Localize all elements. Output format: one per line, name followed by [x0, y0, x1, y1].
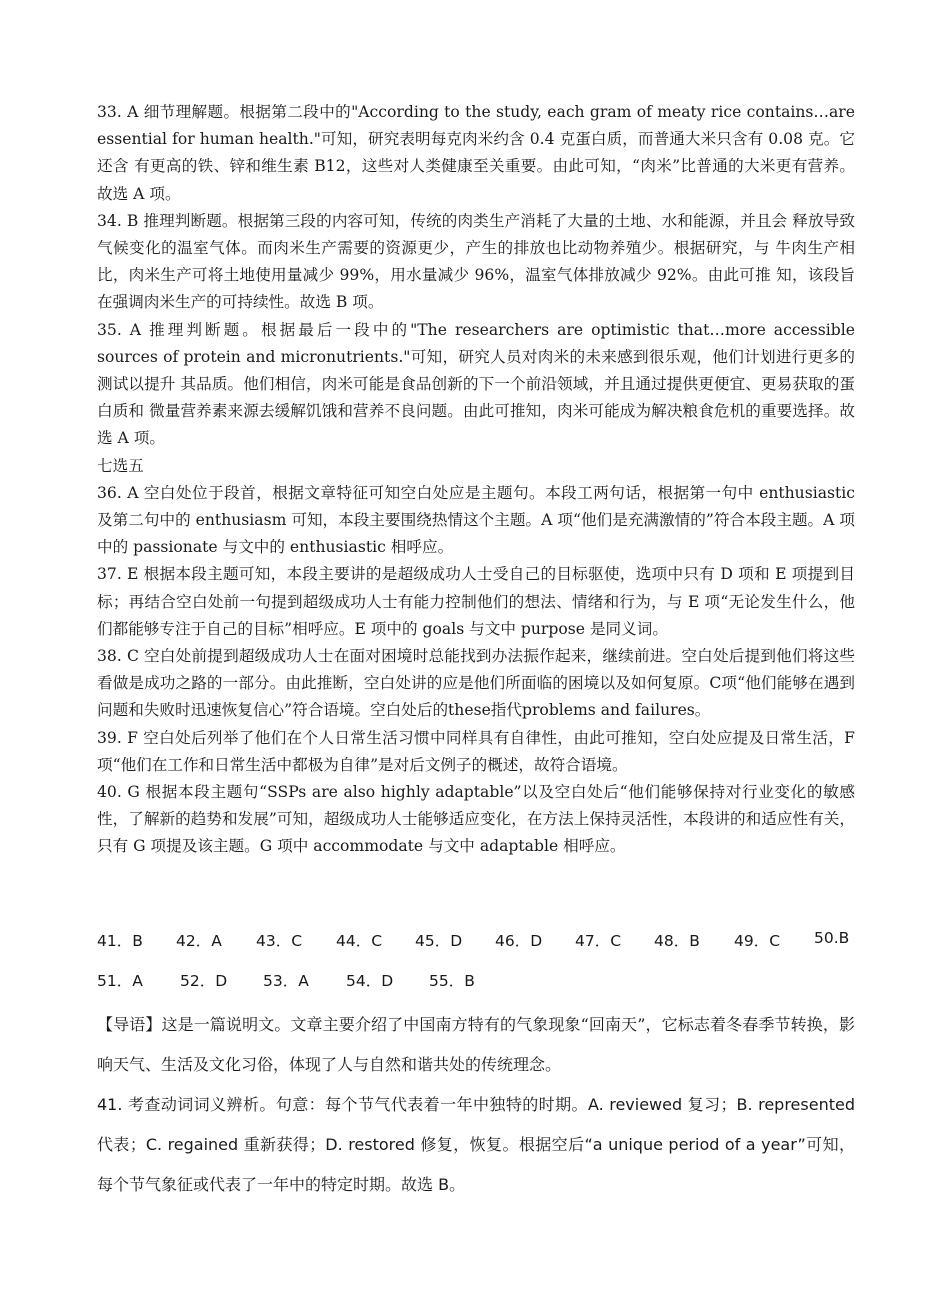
- answer-48: 48．B: [654, 932, 700, 950]
- explanation-38: 38. C 空白处前提到超级成功人士在面对困境时总能找到办法振作起来，继续前进。空白处后提到他们将这些看做是成功之路的一部分。由此推断，空白处讲的应是他们所面临的困境以及如何复原。C项“他们能够在遇到问题和失败时迅速恢复信心”符合语境。空白处后的these指代problems and failures。: [97, 647, 855, 720]
- answer-46: 46．D: [495, 932, 543, 950]
- explanation-40: 40. G 根据本段主题句“SSPs are also highly adaptable”以及空白处后“他们能够保持对行业变化的敏感性，了解新的趋势和发展”可知，超级成功人士能够适应变化，在方法上保持灵活性，本段讲的和适应性有关，只有 G 项提及该主题。G 项中 accommodate 与文中 adaptable 相呼应。: [97, 783, 855, 856]
- explanation-35: 35. A 推理判断题。根据最后一段中的"The researchers are optimistic that…more accessible sources of protein and micronutrients."可知，研究人员对肉米的未来感到很乐观，他们计划进行更多的测试以提升 其品质。他们相信，肉米可能是食品创新的下一个前沿领域，并且通过提供更便宜、更易获取的蛋白质和 微量营养素来源去缓解饥饿和营养不良问题。由此可推知，肉米可能成为解决粮食危机的重要选择。故选 A 项。: [97, 320, 855, 448]
- explanation-37: 37. E 根据本段主题可知，本段主要讲的是超级成功人士受自己的目标驱使，选项中只有 D 项和 E 项提到目标；再结合空白处前一句提到超级成功人士有能力控制他们的想法、情绪和行为，与 E 项“无论发生什么，他们都能够专注于自己的目标”相呼应。E 项中的 goals 与文中 purpose 是同义词。: [97, 565, 855, 638]
- answer-52: 52．D: [180, 972, 228, 990]
- answer-53: 53．A: [263, 972, 309, 990]
- answer-47: 47．C: [575, 932, 622, 950]
- answer-41: 41．B: [97, 932, 143, 950]
- answer-42: 42．A: [176, 932, 222, 950]
- answer-44: 44．C: [336, 932, 383, 950]
- passage-section: [97, 1005, 855, 1205]
- answer-45: 45．D: [415, 932, 463, 950]
- explanation-39: 39. F 空白处后列举了他们在个人日常生活习惯中同样具有自律性，由此可推知，空白处应提及日常生活，F 项“他们在工作和日常生活中都极为自律”是对后文例子的概述，故符合语境。: [97, 728, 855, 774]
- answer-55: 55．B: [429, 972, 475, 990]
- explanation-33: 33. A 细节理解题。根据第二段中的"According to the study, each gram of meaty rice contains…are essential for human health."可知，研究表明每克肉米约含 0.4 克蛋白质，而普通大米只含有 0.08 克。它还含 有更高的铁、锌和维生素 B12，这些对人类健康至关重要。由此可知，“肉米”比普通的大米更有营养。故选 A 项。: [97, 103, 855, 203]
- explanation-36: 36. A 空白处位于段首，根据文章特征可知空白处应是主题句。本段工两句话，根据第一句中 enthusiastic 及第二句中的 enthusiasm 可知，本段主要围绕热情这个主题。A 项“他们是充满激情的”符合本段主题。A 项中的 passionate 与文中的 enthusiastic 相呼应。: [97, 483, 855, 557]
- explanations-section: [97, 99, 855, 861]
- explanation-34: 34. B 推理判断题。根据第三段的内容可知，传统的肉类生产消耗了大量的土地、水和能源，并且会 释放导致气候变化的温室气体。而肉米生产需要的资源更少，产生的排放也比动物养殖少。根据研究，与 牛肉生产相比，肉米生产可将土地使用量减少 99%，用水量减少 96%，温室气体排放减少 92%。由此可推 知，该段旨在强调肉米生产的可持续性。故选 B 项。: [97, 211, 855, 312]
- answer-43: 43．C: [256, 932, 303, 950]
- explanation-41: 41. 考查动词词义辨析。句意：每个节气代表着一年中独特的时期。A. reviewed 复习；B. represented 代表；C. regained 重新获得；D. restored 修复，恢复。根据空后“a unique period of a year”可知，每个节气象征或代表了一年中的特定时期。故选 B。: [97, 1095, 855, 1194]
- answer-49: 49．C: [734, 932, 781, 950]
- answer-51: 51．A: [97, 972, 143, 990]
- section-heading-seven-choose-five: 七选五: [97, 456, 144, 475]
- passage-intro: 【导语】这是一篇说明文。文章主要介绍了中国南方特有的气象现象“回南天”，它标志着冬春季节转换，影响天气、生活及文化习俗，体现了人与自然和谐共处的传统理念。: [97, 1015, 855, 1074]
- answer-54: 54．D: [346, 972, 394, 990]
- answer-50: 50.B: [814, 929, 850, 947]
